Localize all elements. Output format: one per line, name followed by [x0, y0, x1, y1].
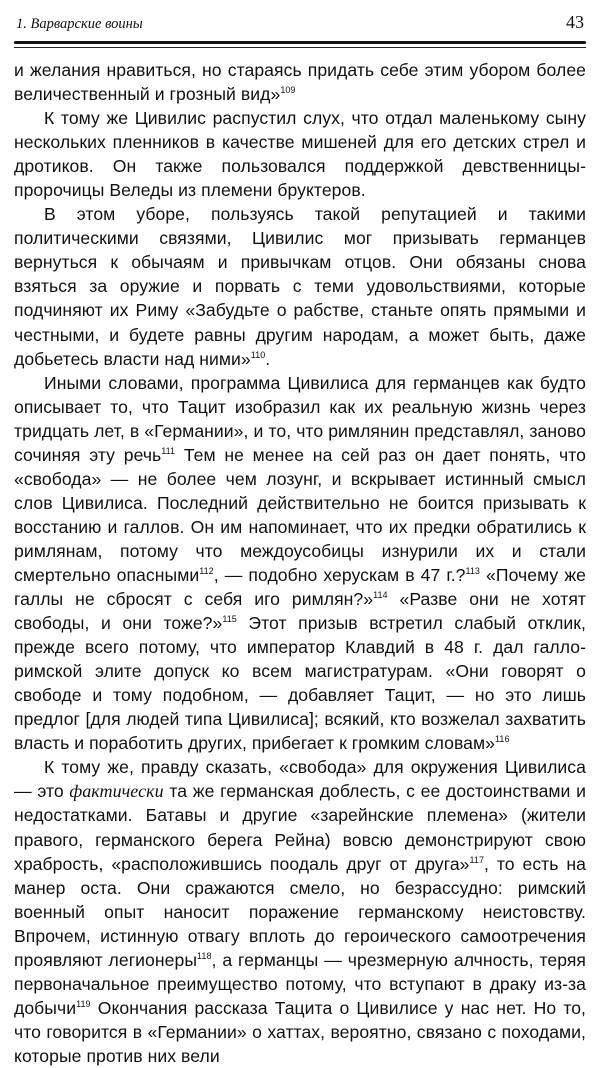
page-number: 43 [566, 12, 584, 32]
footnote-ref: 114 [373, 590, 388, 601]
header-rule-thin [14, 47, 586, 48]
footnote-ref: 119 [76, 998, 91, 1009]
footnote-ref: 112 [199, 565, 214, 576]
text-run: та же германская доблесть, с ее достоинствами и недостатками. Батавы и другие «зарейнские племена» (жители правого, германского берега Рейна) вовсю демонстрируют свою храбрость, «расположившись поодаль друг от друга» [14, 781, 586, 874]
footnote-ref: 117 [469, 854, 485, 865]
header-rule-thick [14, 41, 586, 44]
footnote-ref: 109 [280, 85, 296, 96]
text-run: В этом уборе, пользуясь такой репутацией и такими политическими связями, Цивилис мог призывать германцев вернуться к обычаям и привычкам отцов. Они обязаны снова взяться за оружие и порвать с теми удовольствиями, которые подчиняют их Риму «Забудьте о рабстве, станьте опять прямыми и честными, и будете равны другим народам, а может быть, даже добьетесь власти над ними» [14, 204, 586, 369]
text-run: Иными словами, программа Цивилиса для германцев как будто описывает то, что Тацит изобразил как их реальную жизнь через тридцать лет, в «Германии», и то, что римлянин представлял, заново сочиняя эту речь [14, 372, 586, 465]
body-text [14, 58, 586, 1068]
text-run: «Почему же галлы не сбросят с себя иго римлян?» [14, 564, 586, 610]
text-run: , то есть на манер оста. Они сражаются смело, но безрассудно: римский военный опыт наносит поражение германскому неистовству. Впрочем, истинную отвагу вплоть до героического самоотречения проявляют легионеры [14, 853, 586, 970]
text-run: . [265, 348, 271, 369]
text-run: К тому же Цивилис распустил слух, что отдал маленькому сыну нескольких пленников в качестве мишеней для его детских стрел и дротиков. Он также пользовался поддержкой девственницы-пророчицы Веледы из племени бруктеров. [14, 108, 586, 201]
text-run: Этот призыв встретил слабый отклик, прежде всего потому, что император Клавдий в 48 г. дал галло-римской элите допуск ко всем магистратурам. «Они говорят о свободе и тому подобном, — добавляет Тацит, — но это лишь предлог [для людей типа Цивилиса]; всякий, кто возжелал захватить власть и поработить других, прибегает к громким словам» [14, 613, 586, 754]
paragraph [14, 371, 586, 756]
footnote-ref: 110 [250, 349, 266, 360]
footnote-ref: 115 [222, 614, 237, 625]
text-run: «Разве они не хотят свободы, и они тоже?» [14, 589, 587, 634]
footnote-ref: 116 [495, 734, 510, 745]
book-page [14, 10, 587, 1066]
running-header [14, 10, 586, 44]
text-run: Окончания рассказа Тацита о Цивилисе у нас нет. Но то, что говорится в «Германии» о хаттах, вероятно, связано с походами, которые против них вели [14, 997, 586, 1066]
text-run: , а германцы — чрезмерную алчность, теряя первоначальное преимущество потому, что вступают в драку из-за добычи [14, 949, 586, 1018]
running-title: 1. Варварские воины [16, 16, 143, 32]
footnote-ref: 111 [161, 445, 176, 456]
paragraph [14, 106, 586, 202]
footnote-ref: 113 [465, 565, 480, 576]
text-run: и желания нравиться, но стараясь придать себе этим убором более величественный и грозный вид» [14, 60, 586, 105]
paragraph [14, 202, 586, 370]
paragraph [14, 58, 586, 106]
paragraph [14, 755, 586, 1068]
text-run: Тем не менее на сей раз он дает понять, что «свобода» — не более чем лозунг, и вскрывает истинный смысл слов Цивилиса. Последний действительно не боится призывать к восстанию и галлов. Он им напоминает, что их предки обратились к римлянам, потому что междоусобицы изнурили их и стали смертельно опасными [14, 444, 586, 585]
emphasis: фактически [69, 781, 164, 802]
text-run: , — подобно херускам в 47 г.? [213, 564, 466, 585]
text-run: К тому же, правду сказать, «свобода» для окружения Цивилиса — это [14, 757, 586, 802]
footnote-ref: 118 [197, 950, 212, 961]
